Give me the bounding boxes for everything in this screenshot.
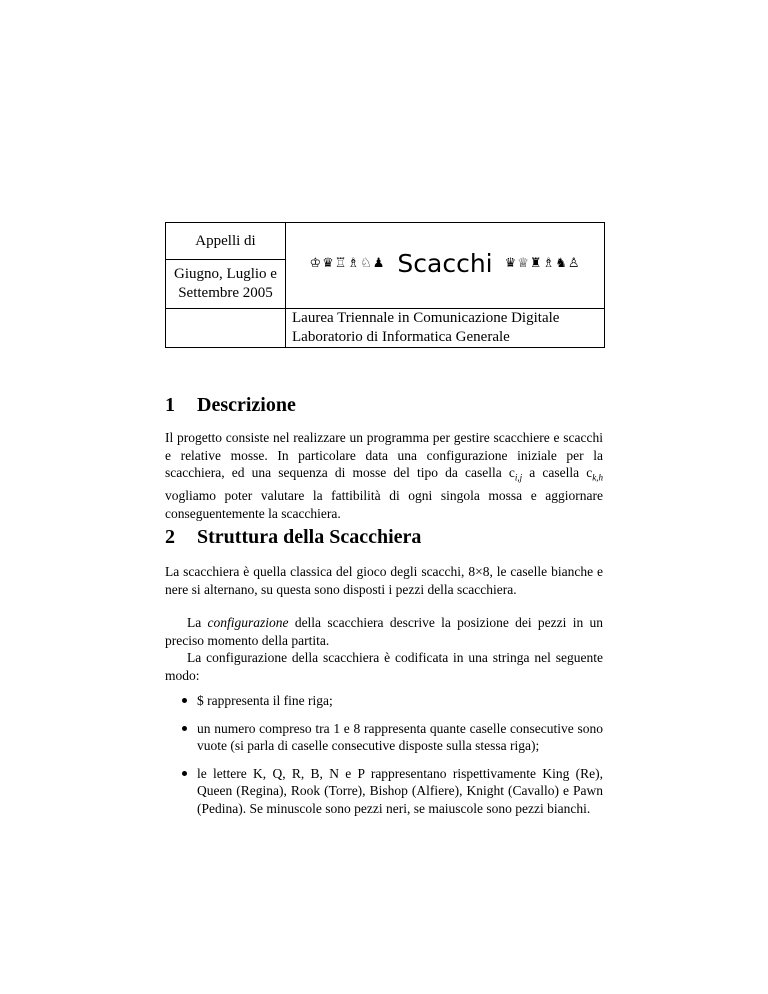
- bullet-list: [165, 692, 603, 817]
- para-text: della scacchiera descrive la posizione dei pezzi in un preciso momento della partita.: [165, 615, 603, 648]
- list-item: $ rappresenta il fine riga;: [185, 692, 603, 710]
- para-text: a casella c: [522, 465, 593, 480]
- section-number: 2: [165, 526, 175, 548]
- header-course-line2: Laboratorio di Informatica Generale: [292, 329, 510, 345]
- header-cell-course: [286, 309, 605, 348]
- header-table: [165, 222, 605, 348]
- header-cell-title: [286, 248, 605, 309]
- document-title: Scacchi: [397, 248, 493, 278]
- section-paragraph-2: [165, 614, 603, 649]
- header-cell-appelli: [166, 223, 286, 260]
- list-item: le lettere K, Q, R, B, N e P rappresentano rispettivamente King (Re), Queen (Regina), Rook (Torre), Bishop (Alfiere), Knight (Cavallo) e Pawn (Pedina). Se minuscole sono pezzi neri, se maiuscole sono pezzi bianchi.: [185, 765, 603, 818]
- section-number: 1: [165, 394, 175, 416]
- section-paragraph-1: La scacchiera è quella classica del gioco degli scacchi, 8×8, le caselle bianche e nere si alternano, su questa sono disposti i pezzi della scacchiera.: [165, 564, 603, 597]
- section-struttura: [165, 526, 603, 827]
- chess-pieces-right-icon: ♛♕♜♗♞♙: [504, 255, 581, 271]
- header-appelli-text: Appelli di: [195, 232, 256, 249]
- header-dates-line1: Giugno, Luglio e: [174, 266, 277, 282]
- section-paragraph-3: La configurazione della scacchiera è codificata in una stringa nel seguente modo:: [165, 650, 603, 683]
- header-cell-empty: [166, 309, 286, 348]
- section-paragraph: [165, 429, 603, 522]
- section-heading: [165, 394, 603, 417]
- subscript: k,h: [592, 472, 603, 483]
- section-title: Descrizione: [197, 394, 296, 416]
- header-cell-dates: [166, 260, 286, 309]
- section-title: Struttura della Scacchiera: [197, 526, 422, 548]
- para-text: Il progetto consiste nel realizzare un programma per gestire scacchiere e scacchi e relative mosse. In particolare data una configurazione iniziale per la scacchiera, ed una sequenza di mosse del tipo da casella c: [165, 430, 603, 480]
- section-heading: [165, 526, 603, 549]
- para-text: vogliamo poter valutare la fattibilità di ogni singola mossa e aggiornare conseguentemente la scacchiera.: [165, 488, 603, 521]
- para-text: La: [187, 615, 208, 630]
- section-descrizione: [165, 394, 603, 522]
- header-dates-line2: Settembre 2005: [178, 285, 273, 301]
- list-item: un numero compreso tra 1 e 8 rappresenta quante caselle consecutive sono vuote (si parla di caselle consecutive disposte sulla stessa riga);: [185, 720, 603, 755]
- chess-pieces-left-icon: ♔♛♖♗♘♟: [309, 255, 386, 271]
- header-course-line1: Laurea Triennale in Comunicazione Digitale: [292, 310, 560, 326]
- emphasis-text: configurazione: [207, 615, 289, 630]
- subscript: i,j: [514, 472, 523, 483]
